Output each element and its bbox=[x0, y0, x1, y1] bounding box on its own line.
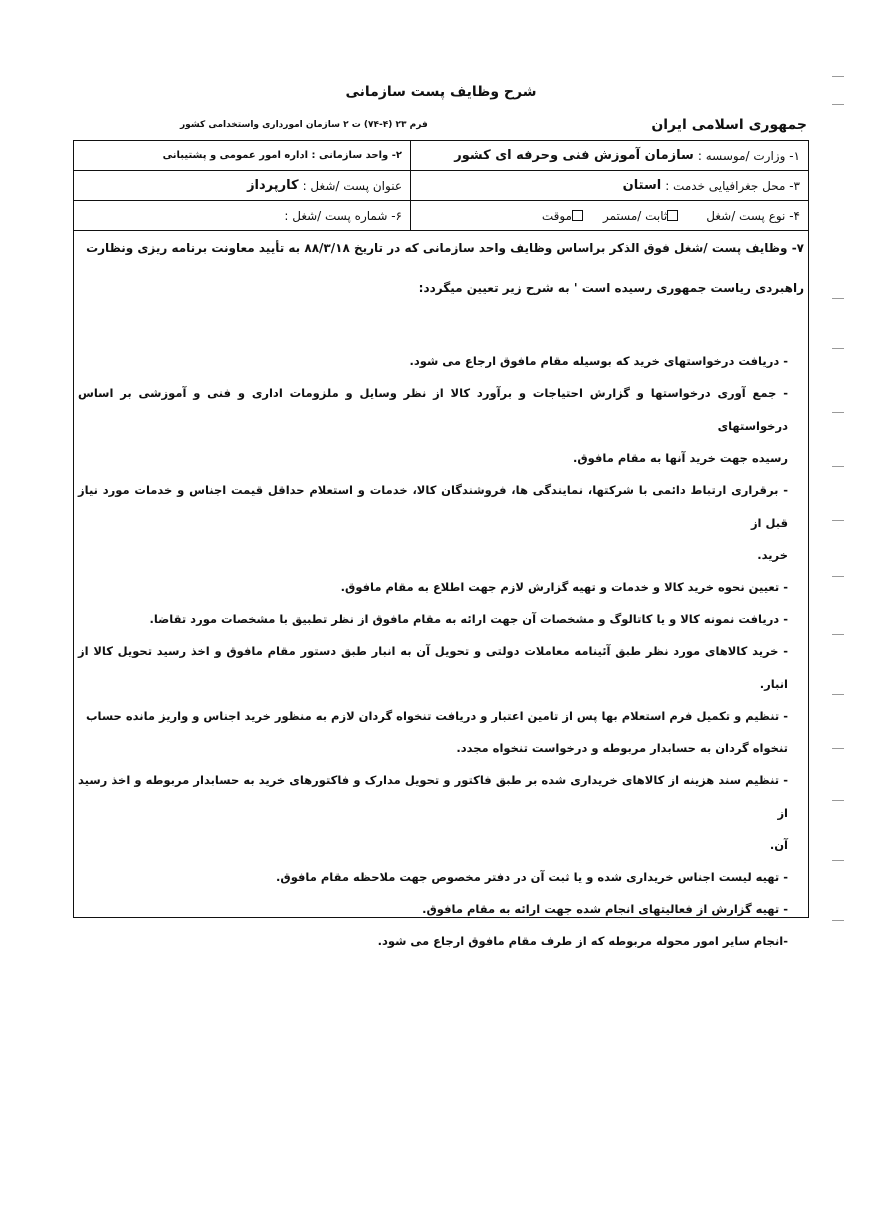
temporary-option[interactable] bbox=[542, 209, 589, 223]
duty-item: - تهیه لیست اجناس خریداری شده و یا ثبت آن در دفتر مخصوص جهت ملاحظه مقام مافوق. bbox=[276, 870, 788, 884]
job-type-label: ۴- نوع پست /شغل bbox=[706, 208, 800, 223]
location-value: استان bbox=[622, 178, 662, 193]
duty-item: - تعیین نحوه خرید کالا و خدمات و تهیه گزارش لازم جهت اطلاع به مقام مافوق. bbox=[340, 580, 788, 594]
permanent-checkbox[interactable] bbox=[667, 210, 678, 221]
duties-intro-line1: ۷- وظایف پست /شغل فوق الذکر براساس وظایف واحد سازمانی که در تاریخ ۸۸/۳/۱۸ به تأیید معاونت برنامه ریزی ونظارت bbox=[86, 241, 804, 255]
job-number-label: ۶- شماره پست /شغل : bbox=[284, 208, 402, 223]
margin-tick bbox=[832, 860, 844, 861]
ministry-value: سازمان آموزش فنی وحرفه ای کشور bbox=[454, 148, 694, 163]
margin-tick bbox=[832, 520, 844, 521]
margin-tick bbox=[832, 800, 844, 801]
job-title-cell bbox=[74, 171, 410, 200]
duty-item: - تنظیم و تکمیل فرم استعلام بها پس از تامین اعتبار و دریافت تنخواه گردان لازم به منظور خرید اجناس و واریز مانده حساب bbox=[85, 709, 788, 723]
duties-section bbox=[74, 231, 808, 948]
duty-item: آن. bbox=[769, 838, 788, 852]
org-unit-cell bbox=[74, 141, 410, 170]
org-unit-label: ۲- واحد سازمانی : اداره امور عمومی و پشتیبانی bbox=[162, 150, 402, 161]
margin-tick bbox=[832, 104, 844, 105]
job-title-label: عنوان پست /شغل : bbox=[302, 178, 402, 193]
margin-tick bbox=[832, 748, 844, 749]
duty-item: - تنظیم سند هزینه از کالاهای خریداری شده بر طبق فاکتور و تحویل مدارک و فاکتورهای خرید به حسابدار مربوطه و اخذ رسید از bbox=[78, 773, 788, 820]
margin-tick bbox=[832, 466, 844, 467]
location-cell bbox=[410, 171, 808, 200]
duty-item: - دریافت نمونه کالا و یا کاتالوگ و مشخصات آن جهت ارائه به مقام مافوق از نظر تطبیق با مشخصات مورد تقاضا. bbox=[149, 612, 788, 626]
form-row-ministry bbox=[74, 141, 808, 171]
job-type-cell bbox=[410, 201, 808, 230]
margin-tick bbox=[832, 576, 844, 577]
duty-item: - خرید کالاهای مورد نظر طبق آئینامه معاملات دولتی و تحویل آن به انبار طبق دستور مقام مافوق و اخذ رسید تحویل کالا از انبار. bbox=[78, 644, 788, 691]
duty-item: - تهیه گزارش از فعالیتهای انجام شده جهت ارائه به مقام مافوق. bbox=[422, 902, 788, 916]
margin-tick bbox=[832, 348, 844, 349]
margin-tick bbox=[832, 634, 844, 635]
duty-item: خرید. bbox=[757, 548, 788, 562]
form-row-job-type bbox=[74, 201, 808, 231]
duty-item: - دریافت درخواستهای خرید که بوسیله مقام مافوق ارجاع می شود. bbox=[409, 354, 788, 368]
form-row-location bbox=[74, 171, 808, 201]
margin-tick bbox=[832, 412, 844, 413]
margin-tick bbox=[832, 76, 844, 77]
job-title-value: کارپرداز bbox=[247, 178, 299, 193]
page-title: شرح وظایف پست سازمانی bbox=[345, 84, 537, 100]
duty-item: تنخواه گردان به حسابدار مربوطه و درخواست تنخواه مجدد. bbox=[456, 741, 788, 755]
location-label: ۳- محل جغرافیایی خدمت : bbox=[665, 178, 800, 193]
permanent-option[interactable] bbox=[603, 209, 684, 223]
margin-tick bbox=[832, 298, 844, 299]
duty-item: - برقراری ارتباط دائمی با شرکتها، نمایندگی ها، فروشندگان کالا، خدمات و استعلام حداقل قیمت اجناس و خدمات مورد نیاز قبل از bbox=[78, 483, 788, 530]
temporary-checkbox[interactable] bbox=[572, 210, 583, 221]
ministry-cell bbox=[410, 141, 808, 170]
margin-tick-marks bbox=[830, 0, 844, 1213]
country-name: جمهوری اسلامی ایران bbox=[651, 117, 807, 133]
duty-item: رسیده جهت خرید آنها به مقام مافوق. bbox=[573, 451, 788, 465]
temporary-label: موقت bbox=[541, 208, 572, 223]
ministry-label: ۱- وزارت /موسسه : bbox=[697, 148, 800, 163]
job-number-cell bbox=[74, 201, 410, 230]
form-number: فرم ۲۳ (۴-۷۴) ت ۲ سازمان امورداری واستخدامی کشور bbox=[180, 120, 428, 130]
margin-tick bbox=[832, 920, 844, 921]
job-description-form bbox=[73, 140, 809, 948]
duty-item: - جمع آوری درخواستها و گزارش احتیاجات و برآورد کالا از نظر وسایل و ملزومات اداری و فنی و آموزشی بر اساس درخواستهای bbox=[78, 386, 788, 433]
duties-intro-line2: راهبردی ریاست جمهوری رسیده است ' به شرح زیر تعیین میگردد: bbox=[418, 281, 804, 295]
duty-item: -انجام سایر امور محوله مربوطه که از طرف مقام مافوق ارجاع می شود. bbox=[377, 934, 788, 948]
permanent-label: ثابت /مستمر bbox=[602, 208, 668, 223]
duties-list bbox=[78, 345, 804, 958]
margin-tick bbox=[832, 694, 844, 695]
